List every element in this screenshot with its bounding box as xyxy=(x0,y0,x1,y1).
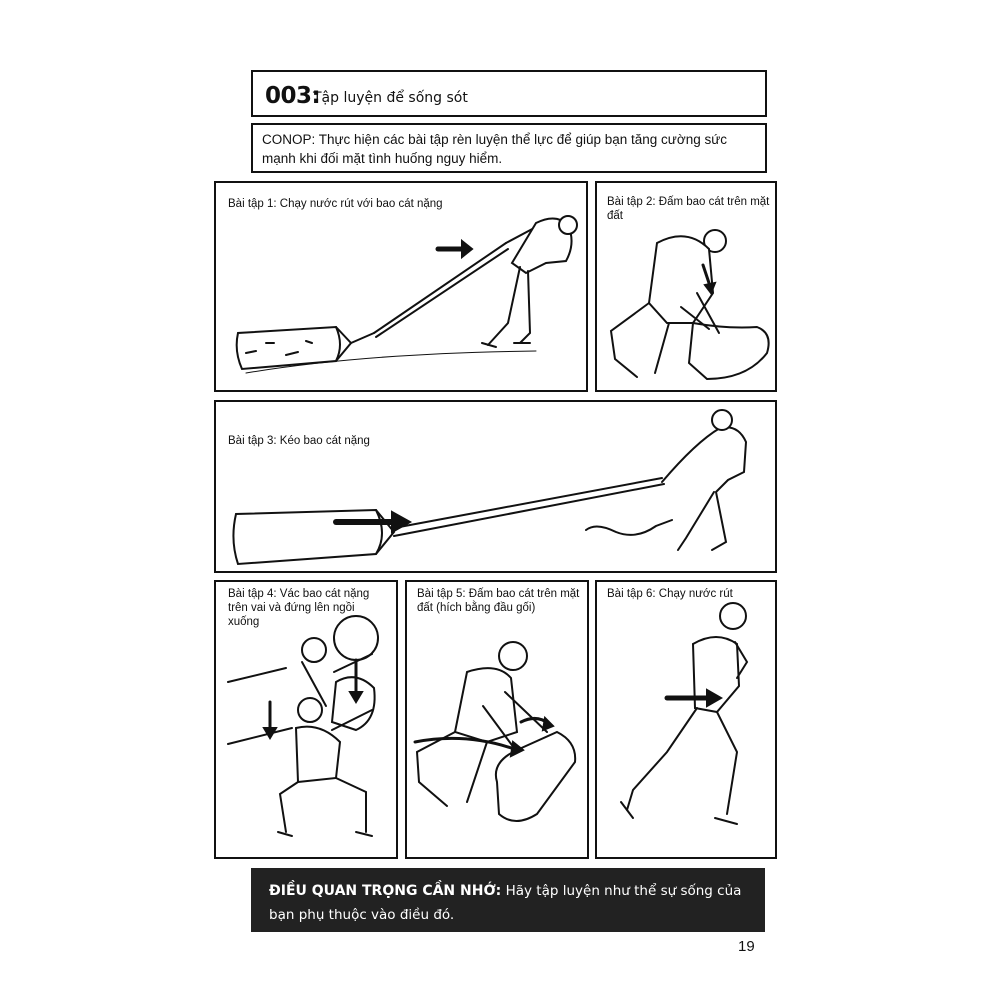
panel-exercise-5 xyxy=(405,580,589,859)
panel-caption: Bài tập 6: Chạy nước rút xyxy=(607,588,733,600)
remember-text: Hãy tập luyện như thể sự sống của bạn phụ thuộc vào điều đó. xyxy=(269,883,742,923)
illustration-knee-strike-bag xyxy=(407,582,589,859)
illustration-sprint xyxy=(597,582,777,859)
panel-caption: Bài tập 2: Đấm bao cát trên mặt đất xyxy=(607,196,770,222)
panel-exercise-1 xyxy=(214,181,588,392)
panel-exercise-4 xyxy=(214,580,398,859)
panel-exercise-2 xyxy=(595,181,777,392)
panel-exercise-3 xyxy=(214,400,777,573)
panel-exercise-6 xyxy=(595,580,777,859)
panel-caption: Bài tập 3: Kéo bao cát nặng xyxy=(228,435,370,447)
illustration-sandbag-drag-sprint xyxy=(216,183,588,392)
panel-caption: Bài tập 4: Vác bao cát nặng trên vai và đứng lên ngồi xuống xyxy=(228,588,370,628)
chapter-number: 003: xyxy=(265,83,321,109)
panel-caption: Bài tập 5: Đấm bao cát trên mặt đất (hích bằng đầu gối) xyxy=(417,588,580,614)
conop-text: CONOP: Thực hiện các bài tập rèn luyện thể lực để giúp bạn tăng cường sức mạnh khi đối mặt tình huống nguy hiểm. xyxy=(251,123,767,173)
panel-caption: Bài tập 1: Chạy nước rút với bao cát nặng xyxy=(228,198,443,210)
remember-note xyxy=(251,868,765,932)
chapter-title: Tập luyện để sống sót xyxy=(313,90,468,106)
illustration-heavy-bag-pull xyxy=(216,402,777,573)
remember-heading: ĐIỀU QUAN TRỌNG CẦN NHỚ: xyxy=(269,883,502,899)
chapter-title-box xyxy=(251,70,767,117)
page-number: 19 xyxy=(738,938,755,955)
